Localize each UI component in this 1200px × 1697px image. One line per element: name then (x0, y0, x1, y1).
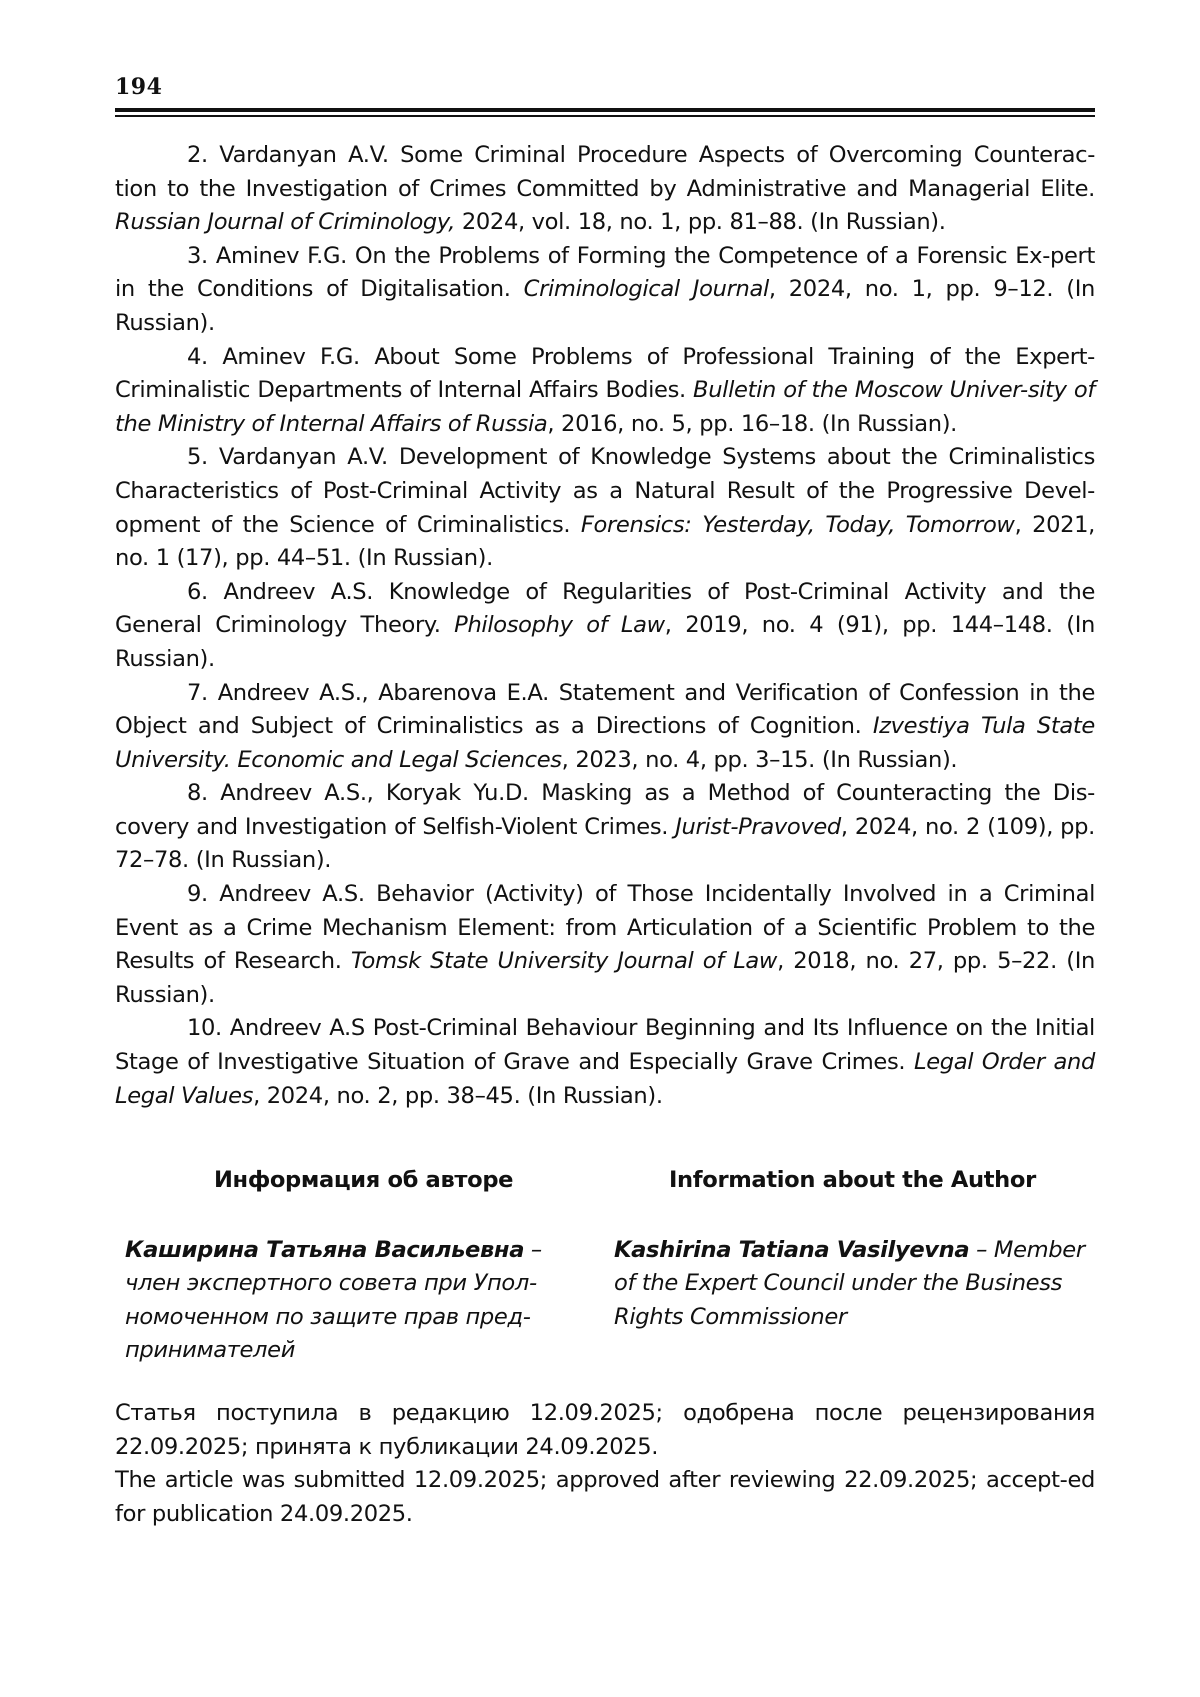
reference-text: 3. Aminev F.G. On the Problems of Forming the Competence of a Forensic Ex-pert in the Conditions of Digitalisation. (115, 242, 1095, 303)
reference-text: 5. Vardanyan A.V. Development of Knowledge Systems about the Criminalistics Characteristics of Post-Criminal Activity as a Natural Result of the Progressive Devel-opment of the Science of Criminalistics. (115, 444, 1095, 538)
reference-journal: Bulletin of the Moscow Univer-sity of the Ministry of Internal Affairs of Russia (115, 377, 1095, 437)
reference-text: 4. Aminev F.G. About Some Problems of Professional Training of the Expert-Criminalistic Departments of Internal Affairs Bodies. (115, 343, 1095, 404)
reference-details: 2024, vol. 18, no. 1, pp. 81–88. (In Russian). (455, 209, 946, 236)
author-name-ru: Каширина Татьяна Васильевна (125, 1236, 525, 1263)
reference-journal: Izvestiya Tula State University. Economic and Legal Sciences (115, 713, 1095, 773)
reference-text: 8. Andreev A.S., Koryak Yu.D. Masking as a Method of Counteracting the Dis-covery and Investigation of Selfish-Violent Crimes. (115, 780, 1095, 840)
reference-details: , 2024, no. 2, pp. 38–45. (In Russian). (253, 1082, 663, 1109)
reference-details: , 2021, no. 1 (17), pp. 44–51. (In Russian). (115, 511, 1095, 572)
author-description-en (614, 1234, 1094, 1335)
reference-item-2 (115, 139, 1095, 240)
reference-journal: Tomsk State University Journal of Law (350, 948, 778, 975)
reference-details: , 2024, no. 1, pp. 9–12. (In Russian). (115, 276, 1096, 336)
reference-details: , 2016, no. 5, pp. 16–18. (In Russian). (547, 410, 957, 437)
reference-journal: Jurist-Pravoved (675, 813, 841, 840)
header-rule-thin (115, 115, 1095, 117)
reference-text: 10. Andreev A.S Post-Criminal Behaviour Beginning and Its Influence on the Initial Stage of Investigative Situation of Grave and Especially Grave Crimes. (115, 1015, 1095, 1076)
reference-details: , 2018, no. 27, pp. 5–22. (In Russian). (115, 948, 1095, 1008)
article-dates-en: The article was submitted 12.09.2025; approved after reviewing 22.09.2025; accept-ed for publication 24.09.2025. (115, 1467, 1095, 1527)
reference-journal: Forensics: Yesterday, Today, Tomorrow (580, 511, 1015, 538)
reference-item-10 (115, 1012, 1095, 1113)
reference-text: 9. Andreev A.S. Behavior (Activity) of Those Incidentally Involved in a Criminal Event as a Crime Mechanism Element: from Articulation of a Scientific Problem to the Results of Research. (115, 881, 1095, 975)
reference-item-9 (115, 878, 1095, 1012)
author-name-en: Kashirina Tatiana Vasilyevna (614, 1236, 970, 1263)
reference-item-3 (115, 240, 1095, 341)
reference-item-5 (115, 441, 1095, 575)
reference-text: 2. Vardanyan A.V. Some Criminal Procedure Aspects of Overcoming Counterac-tion to the Investigation of Crimes Committed by Administrative and Managerial Elite. (115, 142, 1095, 202)
author-info-heading-en: Information about the Author (669, 1167, 1036, 1193)
author-info-en (614, 1164, 1094, 1334)
reference-list (115, 139, 1095, 1113)
reference-item-8 (115, 777, 1095, 878)
reference-journal: Philosophy of Law (454, 612, 665, 639)
reference-text: 7. Andreev A.S., Abarenova E.A. Statement and Verification of Confession in the Object and Subject of Criminalistics as a Directions of Cognition. (115, 679, 1095, 740)
reference-item-4 (115, 341, 1095, 442)
author-role-en: – Member of the Expert Council under the Business Rights Commissioner (614, 1236, 1085, 1330)
reference-item-6 (115, 576, 1095, 677)
reference-journal: Criminological Journal (523, 276, 769, 303)
reference-text: 6. Andreev A.S. Knowledge of Regularities of Post-Criminal Activity and the General Criminology Theory. (115, 578, 1095, 639)
article-dates (115, 1397, 1095, 1531)
reference-journal: Russian Journal of Criminology, (115, 209, 456, 236)
reference-details: , 2023, no. 4, pp. 3–15. (In Russian). (561, 746, 958, 773)
author-description-ru (125, 1234, 580, 1368)
reference-item-7 (115, 677, 1095, 778)
reference-journal: Legal Order and Legal Values (115, 1049, 1095, 1109)
author-info-ru (125, 1164, 580, 1368)
reference-details: , 2024, no. 2 (109), pp. 72–78. (In Russian). (115, 813, 1095, 874)
author-role-ru: – член экспертного совета при Упол-номоченном по защите прав пред-принимателей (125, 1236, 542, 1364)
reference-details: , 2019, no. 4 (91), pp. 144–148. (In Russian). (115, 612, 1095, 672)
header-rule-thick (115, 108, 1095, 112)
page-number: 194 (115, 74, 163, 100)
author-info-heading-ru: Информация об авторе (214, 1167, 514, 1193)
article-dates-ru: Статья поступила в редакцию 12.09.2025; одобрена после рецензирования 22.09.2025; принята к публикации 24.09.2025. (115, 1400, 1095, 1460)
